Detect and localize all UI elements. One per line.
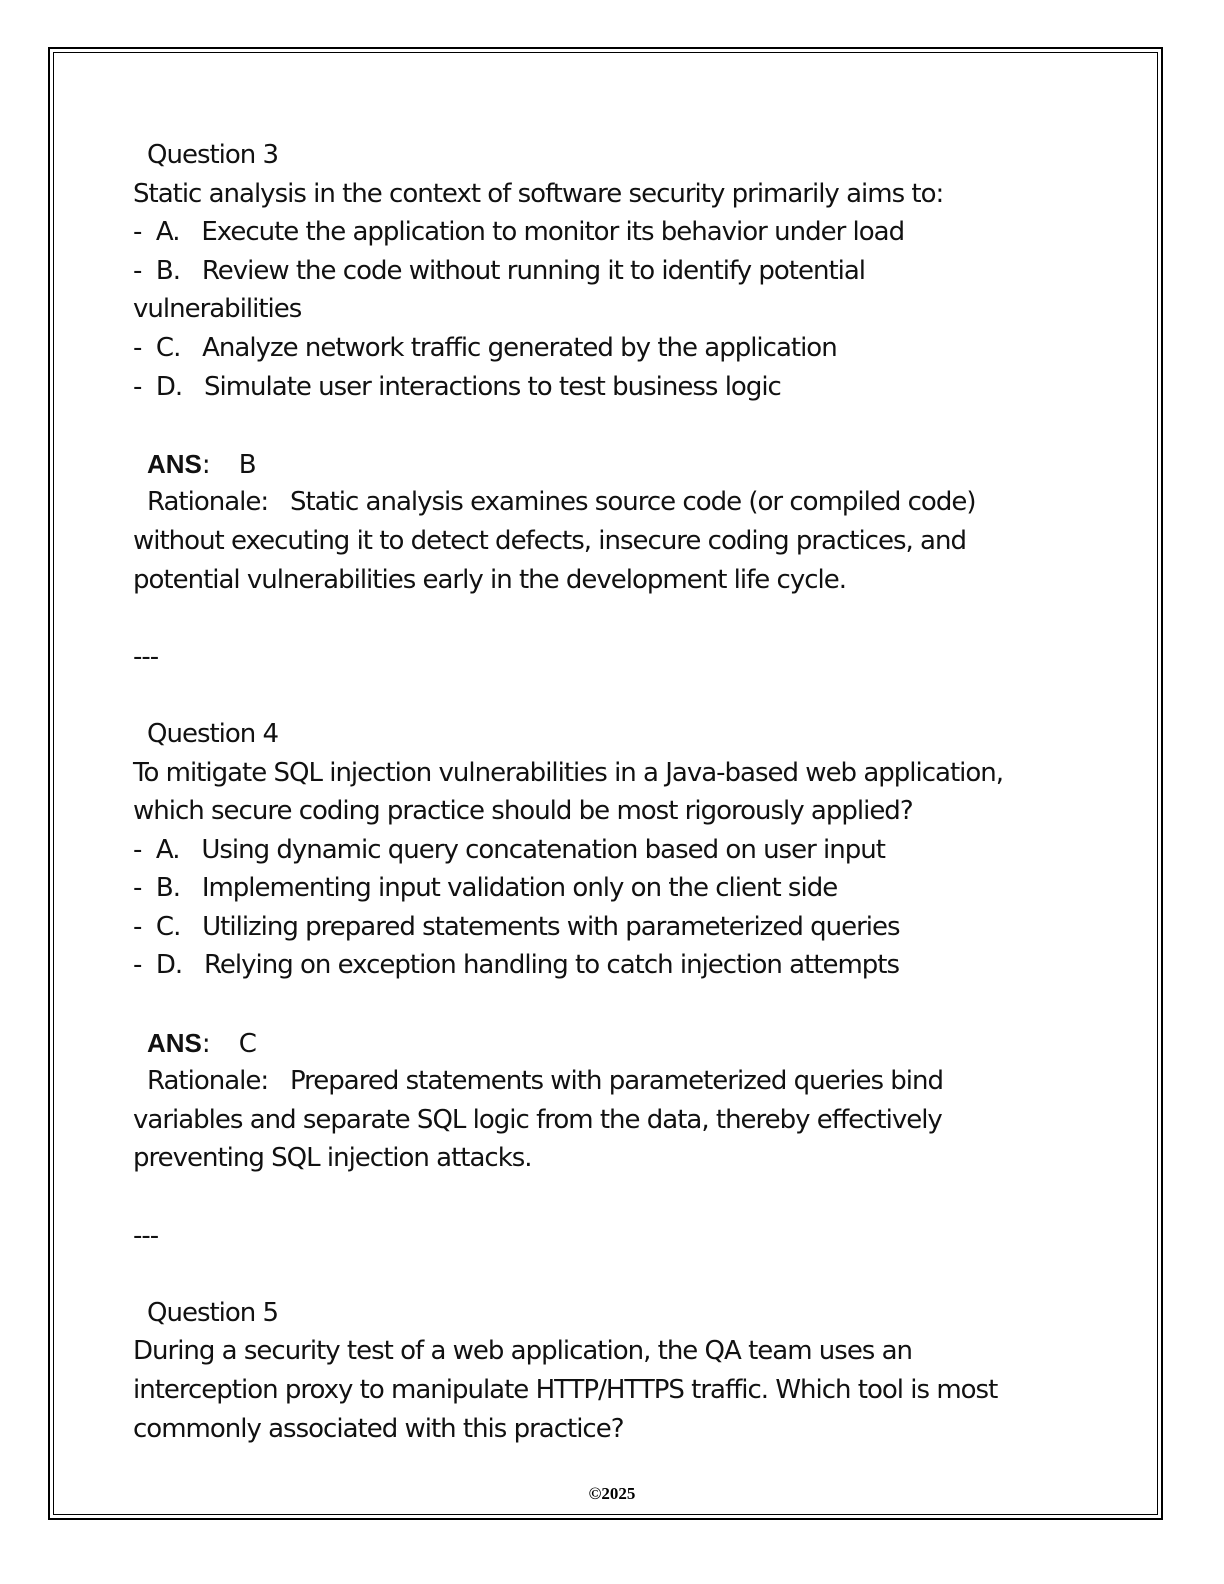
option-b xyxy=(133,869,1093,908)
answer-line: ANS: C xyxy=(147,1027,256,1059)
option-text: Relying on exception handling to catch injection attempts xyxy=(204,950,900,981)
option-a xyxy=(133,213,1093,252)
rationale-text: Prepared statements with parameterized queries bind xyxy=(289,1066,944,1097)
question-stem: commonly associated with this practice? xyxy=(133,1413,624,1444)
question-stem: Static analysis in the context of software security primarily aims to: xyxy=(133,178,944,209)
rationale-line-3: preventing SQL injection attacks. xyxy=(133,1143,532,1174)
rationale-line-2: without executing it to detect defects, insecure coding practices, and xyxy=(133,525,966,556)
option-text: Using dynamic query concatenation based on user input xyxy=(201,834,885,865)
answer-value: B xyxy=(238,449,256,480)
option-b-continuation: vulnerabilities xyxy=(133,294,302,325)
option-d xyxy=(133,946,1093,985)
option-prefix: - B. xyxy=(133,873,181,904)
option-prefix: - D. xyxy=(133,950,183,981)
question-heading: Question 5 xyxy=(147,1297,279,1328)
option-prefix: - C. xyxy=(133,911,181,942)
option-a xyxy=(133,831,1093,870)
option-prefix: - A. xyxy=(133,217,180,248)
question-5 xyxy=(133,1294,1093,1448)
option-c xyxy=(133,908,1093,947)
option-text: Utilizing prepared statements with parameterized queries xyxy=(202,911,900,942)
question-heading: Question 3 xyxy=(147,140,279,170)
rationale-text: Static analysis examines source code (or compiled code) xyxy=(289,487,976,518)
question-4 xyxy=(133,715,1093,1294)
option-prefix: - B. xyxy=(133,255,181,286)
rationale-line-1 xyxy=(133,1062,1093,1101)
question-stem: interception proxy to manipulate HTTP/HTTPS traffic. Which tool is most xyxy=(133,1375,998,1405)
spacer xyxy=(133,1178,1093,1217)
option-text: Implementing input validation only on the client side xyxy=(201,873,838,904)
spacer xyxy=(133,985,1093,1024)
separator: --- xyxy=(133,641,159,672)
answer-line: ANS: B xyxy=(147,448,256,480)
option-text: Execute the application to monitor its behavior under load xyxy=(201,217,905,248)
rationale-line-2: variables and separate SQL logic from the data, thereby effectively xyxy=(133,1104,942,1135)
answer-label: ANS xyxy=(147,1027,202,1058)
spacer xyxy=(133,676,1093,715)
spacer xyxy=(133,406,1093,445)
spacer xyxy=(133,599,1093,638)
option-text: Simulate user interactions to test business logic xyxy=(204,371,781,402)
option-d xyxy=(133,368,1093,407)
separator: --- xyxy=(133,1220,159,1251)
rationale-line-1 xyxy=(133,483,1093,522)
question-stem: During a security test of a web application, the QA team uses an xyxy=(133,1336,913,1367)
option-text: Analyze network traffic generated by the application xyxy=(202,332,837,363)
rationale-label: Rationale: xyxy=(147,1066,269,1097)
question-heading: Question 4 xyxy=(147,718,279,749)
rationale-label: Rationale: xyxy=(147,487,269,518)
question-3 xyxy=(133,136,1093,715)
answer-value: C xyxy=(238,1028,256,1059)
spacer xyxy=(133,1255,1093,1294)
option-text: Review the code without running it to identify potential xyxy=(201,255,866,286)
rationale-line-3: potential vulnerabilities early in the development life cycle. xyxy=(133,564,846,595)
copyright-footer: ©2025 xyxy=(588,1484,636,1503)
option-prefix: - D. xyxy=(133,371,183,402)
answer-label: ANS xyxy=(147,448,202,479)
question-stem: which secure coding practice should be most rigorously applied? xyxy=(133,796,913,827)
document-body xyxy=(133,136,1093,1448)
option-prefix: - C. xyxy=(133,332,181,363)
option-prefix: - A. xyxy=(133,834,180,865)
option-c xyxy=(133,329,1093,368)
option-b xyxy=(133,252,1093,291)
question-stem: To mitigate SQL injection vulnerabilities in a Java-based web application, xyxy=(133,757,1004,788)
